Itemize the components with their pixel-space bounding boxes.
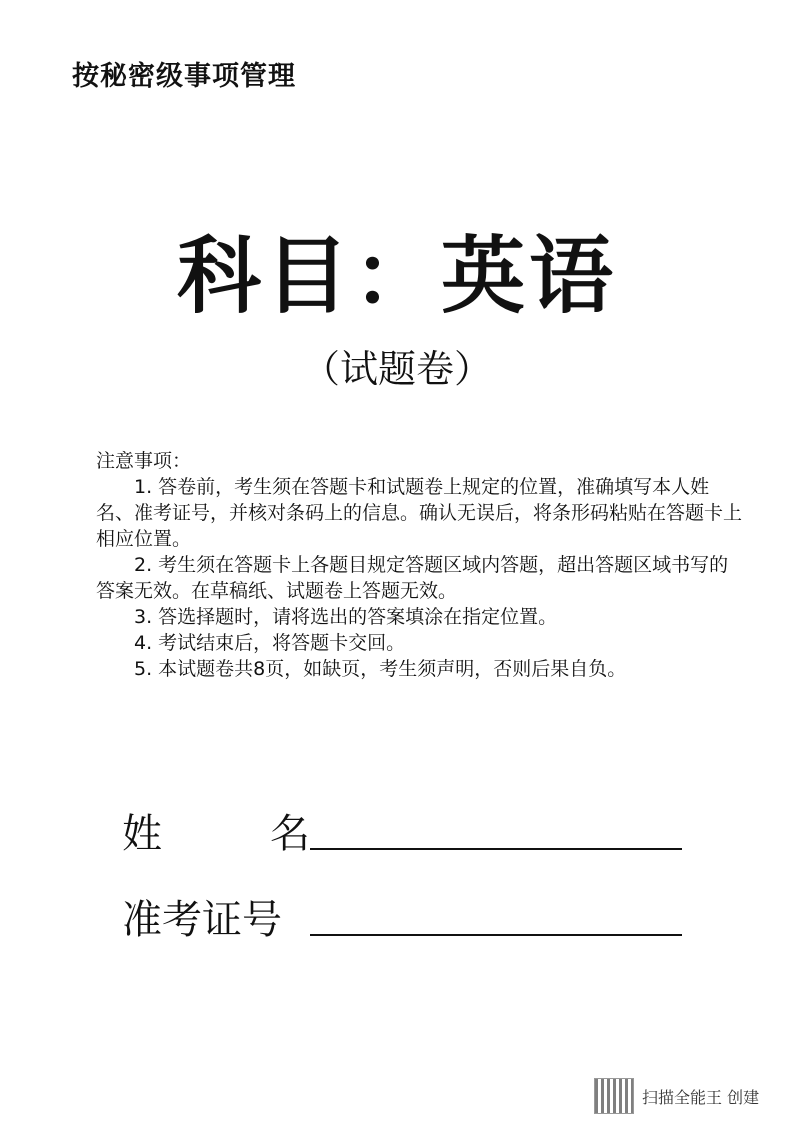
confidential-label: 按秘密级事项管理 — [72, 61, 296, 92]
qr-logo-icon — [594, 1078, 634, 1114]
notice-title: 注意事项： — [96, 450, 192, 472]
notice-item-5: 5. 本试题卷共8页，如缺页，考生须声明，否则后果自负。 — [134, 658, 627, 680]
subject-title: 科目：英语 — [176, 226, 617, 325]
exam-id-label: 准考证号 — [122, 897, 282, 943]
scanner-watermark — [594, 1078, 759, 1114]
exam-id-field — [122, 886, 682, 946]
name-field — [122, 800, 682, 860]
notice-item-4: 4. 考试结束后，将答题卡交回。 — [134, 632, 406, 654]
name-label-part1: 姓 — [122, 811, 162, 857]
paper-type-label: （试题卷） — [301, 347, 492, 391]
exam-id-blank-line — [310, 933, 682, 936]
name-label-part2: 名 — [270, 811, 310, 857]
watermark-text: 扫描全能王 创建 — [642, 1087, 760, 1107]
notice-item-1: 1. 答卷前，考生须在答题卡和试题卷上规定的位置，准确填写本人姓名、准考证号，并核对条码上的信息。确认无误后，将条形码粘贴在答题卡上相应位置。 — [96, 476, 743, 550]
notice-item-2: 2. 考生须在答题卡上各题目规定答题区域内答题，超出答题区域书写的答案无效。在草稿纸、试题卷上答题无效。 — [96, 554, 729, 602]
name-blank-line — [310, 847, 682, 850]
candidate-fields — [122, 800, 682, 972]
notice-item-3: 3. 答选择题时，请将选出的答案填涂在指定位置。 — [134, 606, 558, 628]
name-label — [122, 808, 310, 860]
notice-section — [96, 448, 742, 682]
